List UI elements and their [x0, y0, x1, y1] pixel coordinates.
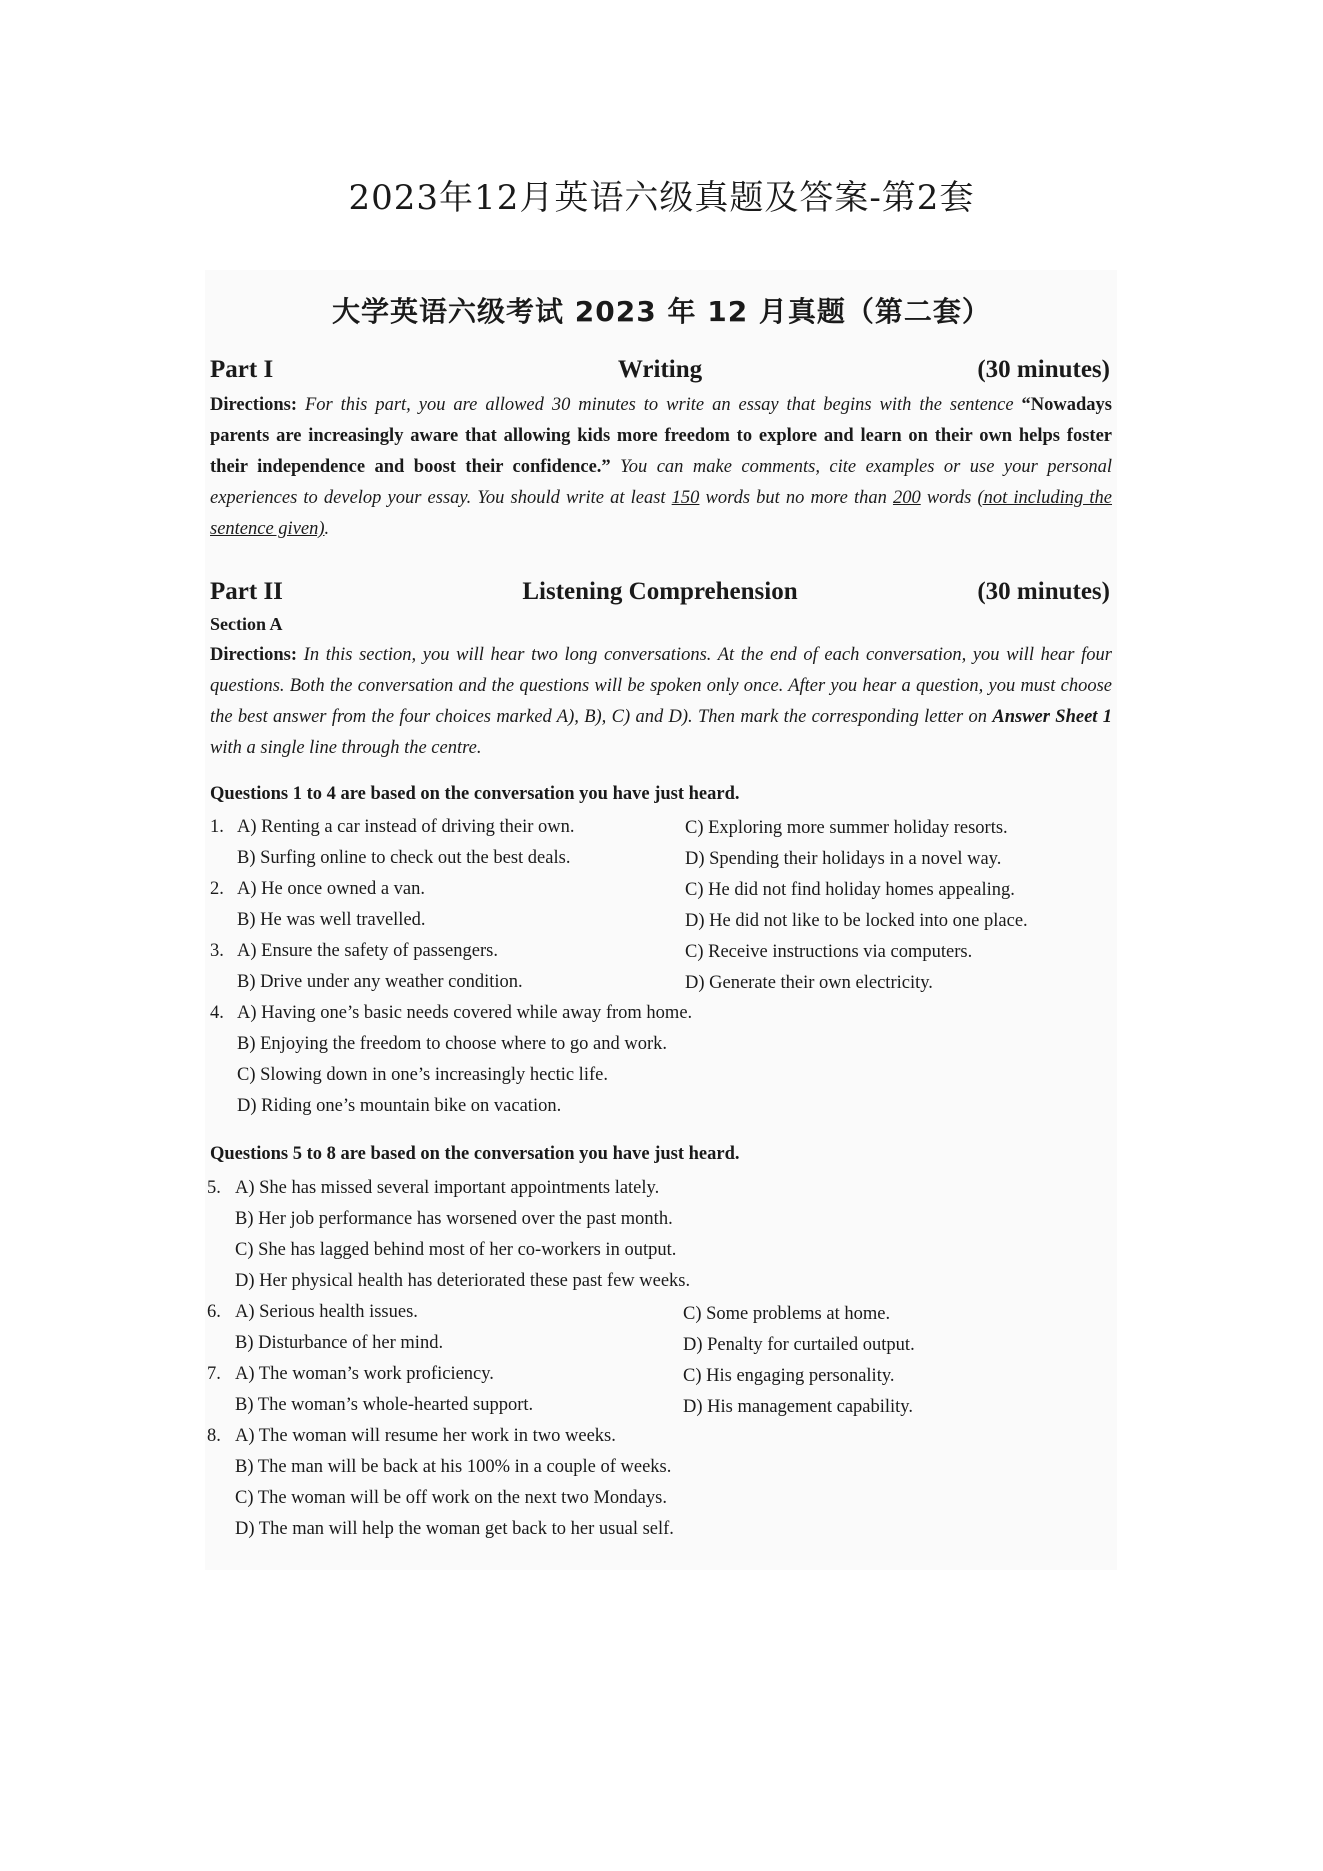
q4-number: 4.	[210, 1003, 224, 1023]
exam-title: 大学英语六级考试 2023 年 12 月真题（第二套）	[332, 295, 991, 328]
part1-period: .	[324, 519, 330, 539]
q1-option-d: D) Spending their holidays in a novel way.	[685, 849, 1002, 869]
section-a-label: Section A	[210, 614, 283, 634]
part2-name: Listening Comprehension	[522, 578, 798, 605]
part2-directions-text-1: In this section, you will hear two long conversations. At the end of each conversation, you will hear four questions. Both the conversation and the questions will be spoken only once. After you hear a question, you must choose the best answer from the four choices marked A), B), C) and D). Then mark the corresponding letter on	[210, 645, 1112, 727]
part2-answer-sheet: Answer Sheet 1	[992, 707, 1112, 727]
q8-number: 8.	[207, 1426, 221, 1446]
q3-option-b: B) Drive under any weather condition.	[237, 972, 523, 992]
q6-number: 6.	[207, 1302, 221, 1322]
q4-option-c: C) Slowing down in one’s increasingly hectic life.	[237, 1065, 608, 1085]
q3-number: 3.	[210, 941, 224, 961]
part1-min-words: 150	[671, 488, 700, 508]
q5-option-d: D) Her physical health has deteriorated these past few weeks.	[235, 1271, 691, 1291]
q2-option-a: A) He once owned a van.	[237, 879, 426, 899]
q2-option-c: C) He did not find holiday homes appealing.	[685, 880, 1015, 900]
part1-directions-label: Directions:	[210, 395, 297, 415]
q5-number: 5.	[207, 1178, 221, 1198]
part1-name: Writing	[617, 356, 703, 383]
q3-option-c: C) Receive instructions via computers.	[685, 942, 973, 962]
q8-option-d: D) The man will help the woman get back to her usual self.	[235, 1519, 674, 1539]
part2-directions	[210, 640, 1112, 764]
q6-option-c: C) Some problems at home.	[683, 1304, 891, 1324]
q8-option-c: C) The woman will be off work on the next two Mondays.	[235, 1488, 667, 1508]
q8-option-a: A) The woman will resume her work in two weeks.	[235, 1426, 616, 1446]
q1-number: 1.	[210, 817, 224, 837]
q3-option-d: D) Generate their own electricity.	[685, 973, 933, 993]
part1-directions-text-4: words	[926, 488, 972, 508]
q6-option-b: B) Disturbance of her mind.	[235, 1333, 444, 1353]
part2-time: (30 minutes)	[977, 578, 1110, 605]
part1-essay-prompt: “Nowadays parents are increasingly aware that allowing kids more freedom to explore and learn on their own helps foster their independence and boost their confidence.”	[210, 395, 1112, 477]
q1-option-a: A) Renting a car instead of driving their own.	[237, 817, 575, 837]
q7-option-c: C) His engaging personality.	[683, 1366, 895, 1386]
q7-number: 7.	[207, 1364, 221, 1384]
part1-time: (30 minutes)	[977, 356, 1110, 383]
q6-option-a: A) Serious health issues.	[235, 1302, 418, 1322]
part1-directions-text-2: You can make comments, cite examples or use your personal experiences to develop your essay. You should write at least	[210, 457, 1113, 508]
group2-heading: Questions 5 to 8 are based on the conversation you have just heard.	[210, 1144, 740, 1164]
q2-option-d: D) He did not like to be locked into one place.	[685, 911, 1028, 931]
q7-option-a: A) The woman’s work proficiency.	[235, 1364, 494, 1384]
q5-option-c: C) She has lagged behind most of her co-workers in output.	[235, 1240, 677, 1260]
part1-header	[210, 356, 1110, 390]
document-title: 2023年12月英语六级真题及答案-第2套	[348, 178, 975, 218]
q7-option-d: D) His management capability.	[683, 1397, 913, 1417]
part1-max-words: 200	[892, 488, 921, 508]
part2-directions-label: Directions:	[210, 645, 297, 665]
part1-label: Part I	[210, 356, 274, 383]
q2-option-b: B) He was well travelled.	[237, 910, 426, 930]
q1-option-b: B) Surfing online to check out the best deals.	[237, 848, 571, 868]
part1-directions	[210, 390, 1112, 545]
q5-option-b: B) Her job performance has worsened over the past month.	[235, 1209, 673, 1229]
part2-directions-text-2: with a single line through the centre.	[210, 738, 482, 758]
part1-directions-text-1: For this part, you are allowed 30 minutes to write an essay that begins with the sentence	[304, 395, 1014, 415]
part1-exclusion-note: (not including the sentence given)	[210, 488, 1112, 539]
q3-option-a: A) Ensure the safety of passengers.	[237, 941, 498, 961]
q5-option-a: A) She has missed several important appointments lately.	[235, 1178, 660, 1198]
q4-option-b: B) Enjoying the freedom to choose where to go and work.	[237, 1034, 668, 1054]
q6-option-d: D) Penalty for curtailed output.	[683, 1335, 915, 1355]
q1-option-c: C) Exploring more summer holiday resorts.	[685, 818, 1008, 838]
part2-label: Part II	[210, 578, 283, 605]
group1-heading: Questions 1 to 4 are based on the conversation you have just heard.	[210, 784, 740, 804]
part1-directions-text-3: words but no more than	[705, 488, 887, 508]
part2-header	[210, 578, 1110, 612]
q4-option-a: A) Having one’s basic needs covered while away from home.	[237, 1003, 693, 1023]
q8-option-b: B) The man will be back at his 100% in a couple of weeks.	[235, 1457, 672, 1477]
q7-option-b: B) The woman’s whole-hearted support.	[235, 1395, 534, 1415]
q4-option-d: D) Riding one’s mountain bike on vacation.	[237, 1096, 562, 1116]
q2-number: 2.	[210, 879, 224, 899]
